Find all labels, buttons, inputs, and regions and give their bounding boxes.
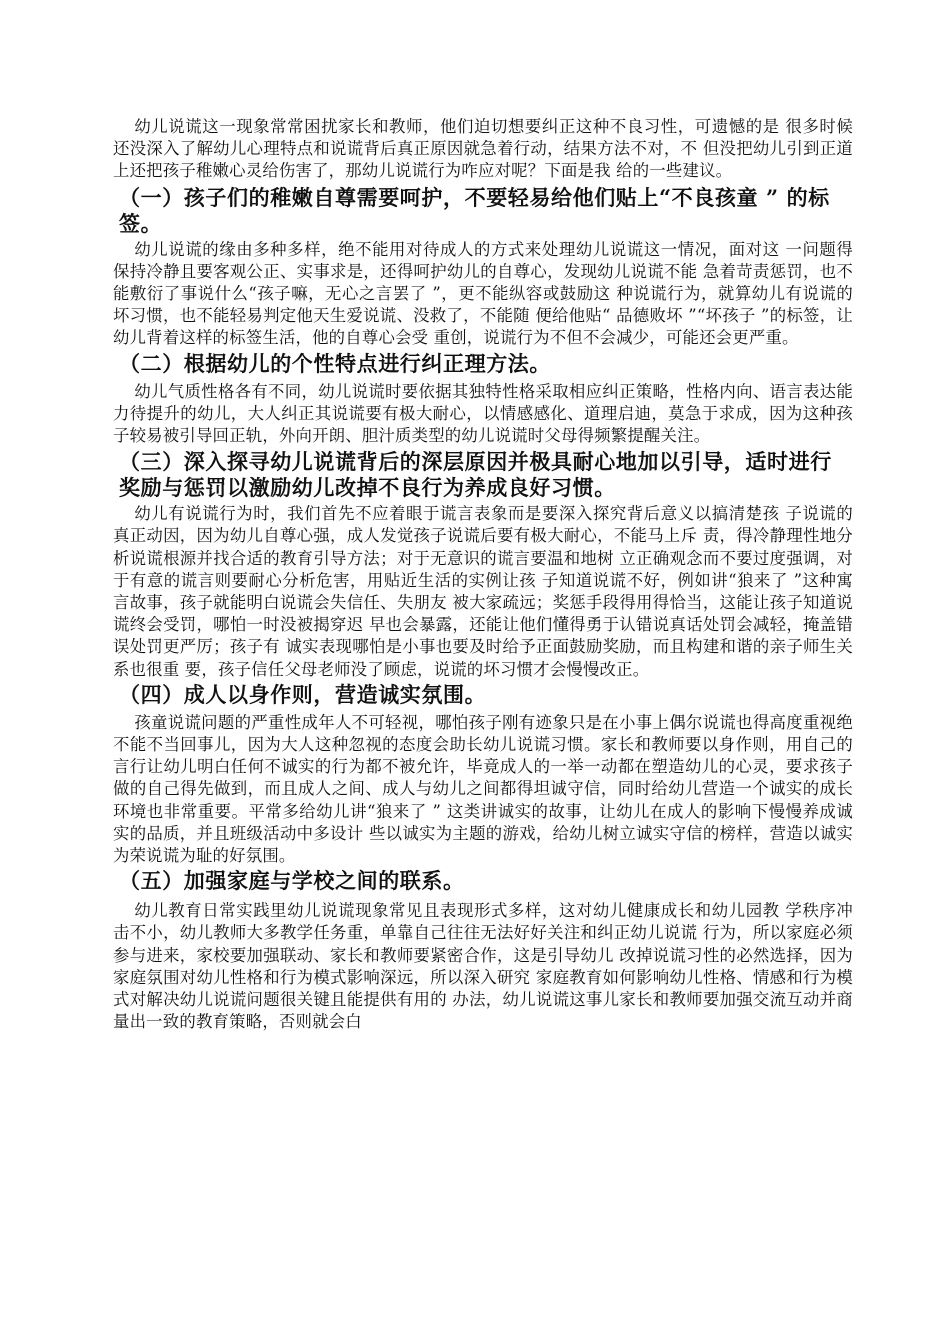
document-page [113, 116, 853, 1034]
section-heading-3: （三）深入探寻幼儿说谎背后的深层原因并极具耐心地加以引导，适时进行奖励与惩罚以激励幼儿改掉不良行为养成良好习惯。 [119, 449, 832, 501]
section-body-3: 幼儿有说谎行为时，我们首先不应着眼于谎言表象而是要深入探究背后意义以搞清楚孩 子说谎的真正动因，因为幼儿自尊心强，成人发觉孩子说谎后要有极大耐心，不能马上斥 责，得冷静理性地分析说谎根源并找合适的教育引导方法；对于无意识的谎言要温和地树 立正确观念而不要过度强调，对于有意的谎言则要耐心分析危害，用贴近生活的实例让孩 子知道说谎不好，例如讲“狼来了 ”这种寓言故事，孩子就能明白说谎会失信任、失朋友 被大家疏远；奖惩手段得用得恰当，这能让孩子知道说谎终会受罚，哪怕一时没被揭穿迟 早也会暴露，还能让他们懂得勇于认错说真话处罚会减轻，掩盖错误处罚更严厉；孩子有 诚实表现哪怕是小事也要及时给予正面鼓励奖励，而且构建和谐的亲子师生关系也很重 要，孩子信任父母老师没了顾虑，说谎的坏习惯才会慢慢改正。 [113, 504, 853, 679]
section-heading-2: （二）根据幼儿的个性特点进行纠正理方法。 [119, 350, 551, 376]
section-heading-1: （一）孩子们的稚嫩自尊需要呵护，不要轻易给他们贴上“不良孩童 ” 的标签。 [119, 184, 830, 236]
section-body-5: 幼儿教育日常实践里幼儿说谎现象常见且表现形式多样，这对幼儿健康成长和幼儿园教 学秩序冲击不小，幼儿教师大多教学任务重，单靠自己往往无法好好关注和纠正幼儿说谎 行为，所以家庭必须参与进来，家校要加强联动、家长和教师要紧密合作，这是引导幼儿 改掉说谎习性的必然选择，因为家庭氛围对幼儿性格和行为模式影响深远，所以深入研究 家庭教育如何影响幼儿性格、情感和行为模式对解决幼儿说谎问题很关键且能提供有用的 办法，幼儿说谎这事儿家长和教师要加强交流互动并商量出一致的教育策略，否则就会白 [113, 901, 853, 1032]
section-body-1: 幼儿说谎的缘由多种多样，绝不能用对待成人的方式来处理幼儿说谎这一情况，面对这 一问题得保持冷静且要客观公正、实事求是，还得呵护幼儿的自尊心，发现幼儿说谎不能 急着苛责惩罚，也不能敷衍了事说什么“孩子嘛，无心之言罢了 ”，更不能纵容或鼓励这 种说谎行为，就算幼儿有说谎的坏习惯，也不能轻易判定他天生爱说谎、没救了，不能随 便给他贴“ 品德败坏 ”“坏孩子 ”的标签，让幼儿背着这样的标签生活，他的自尊心会受 重创，说谎行为不但不会减少，可能还会更严重。 [113, 239, 853, 348]
intro-paragraph: 幼儿说谎这一现象常常困扰家长和教师，他们迫切想要纠正这种不良习性，可遗憾的是 很多时候还没深入了解幼儿心理特点和说谎背后真正原因就急着行动，结果方法不对，不 但没把幼儿引到正道上还把孩子稚嫩心灵给伤害了，那幼儿说谎行为咋应对呢？下面是我 给的一些建议。 [113, 117, 853, 181]
section-body-4: 孩童说谎问题的严重性成年人不可轻视，哪怕孩子刚有迹象只是在小事上偶尔说谎也得高度重视绝不能不当回事儿，因为大人这种忽视的态度会助长幼儿说谎习惯。家长和教师要以身作则，用自己的言行让幼儿明白任何不诚实的行为都不被允许，毕竟成人的一举一动都在塑造幼儿的心灵，要求孩子做的自己得先做到，而且成人之间、成人与幼儿之间都得坦诚守信，同时给幼儿营造一个诚实的成长环境也非常重要。平常多给幼儿讲“狼来了 ” 这类讲诚实的故事，让幼儿在成人的影响下慢慢养成诚实的品质，并且班级活动中多设计 些以诚实为主题的游戏，给幼儿树立诚实守信的榜样，营造以诚实为荣说谎为耻的好氛围。 [113, 712, 853, 866]
section-heading-5: （五）加强家庭与学校之间的联系。 [119, 868, 465, 894]
section-body-2: 幼儿气质性格各有不同，幼儿说谎时要依据其独特性格采取相应纠正策略，性格内向、语言表达能力待提升的幼儿，大人纠正其说谎要有极大耐心，以情感感化、道理启迪，莫急于求成，因为这种孩子较易被引导回正轨，外向开朗、胆汁质类型的幼儿说谎时父母得频繁提醒关注。 [113, 381, 853, 446]
section-heading-4: （四）成人以身作则，营造诚实氛围。 [119, 681, 487, 707]
